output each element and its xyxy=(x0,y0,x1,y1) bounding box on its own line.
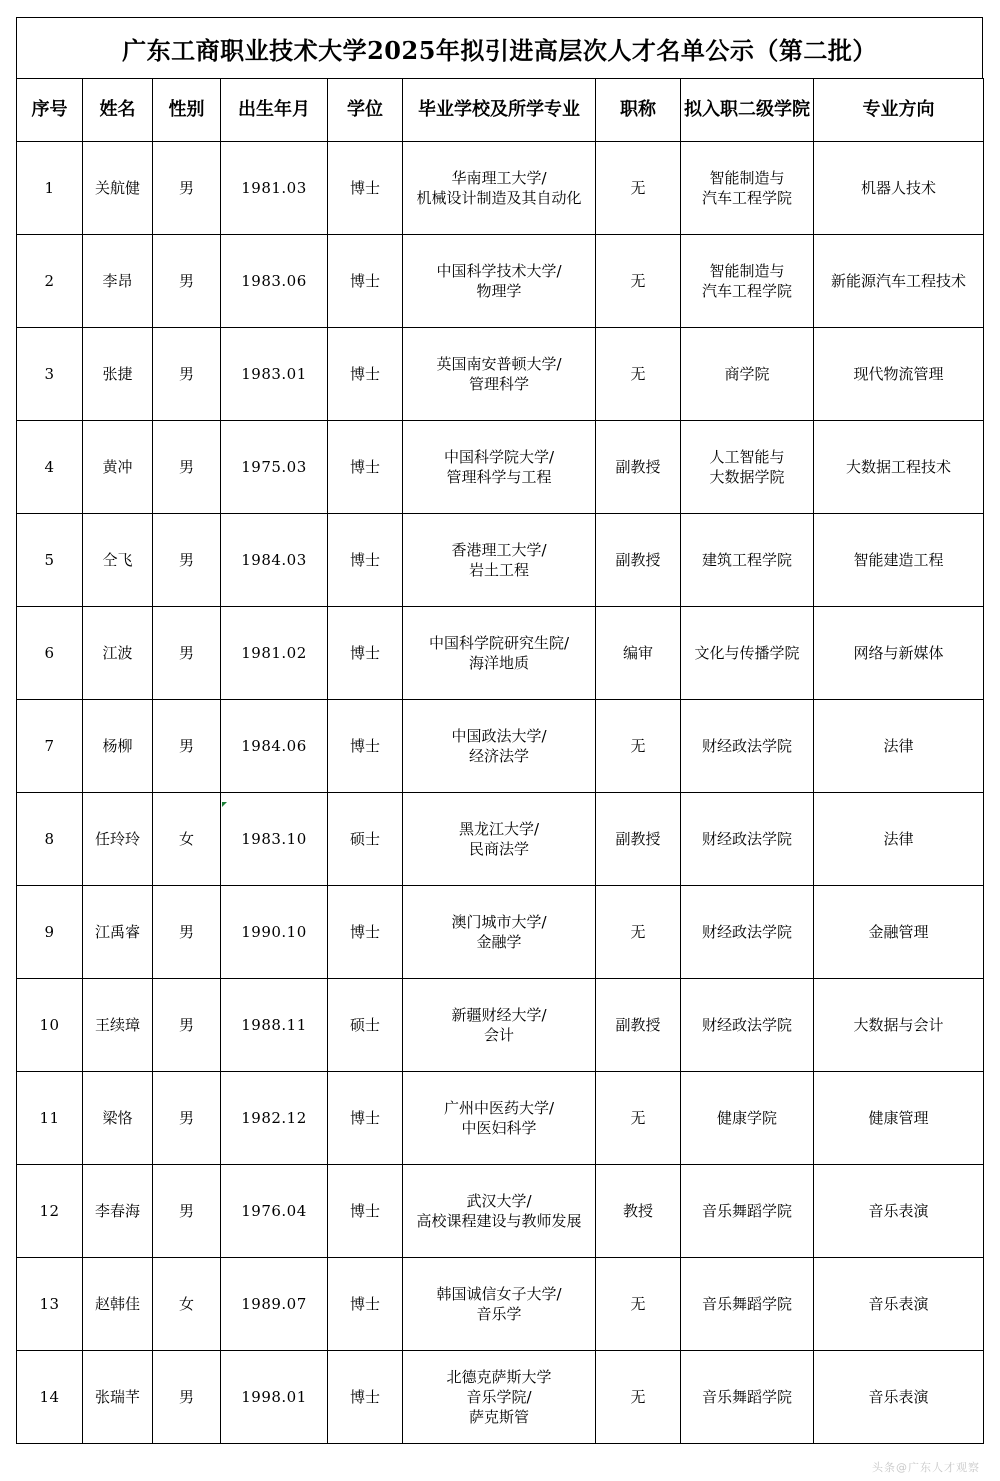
cell-direction: 健康管理 xyxy=(814,1072,984,1165)
table-row xyxy=(17,514,984,607)
cell-title: 无 xyxy=(596,1072,681,1165)
cell-school-line: 黑龙江大学/ xyxy=(458,820,540,838)
cell-birth: 1975.03 xyxy=(221,421,328,514)
cell-degree: 博士 xyxy=(328,142,403,235)
cell-name: 江波 xyxy=(83,607,153,700)
cell-school-line: 民商法学 xyxy=(468,840,529,858)
cell-title: 副教授 xyxy=(596,421,681,514)
cell-no: 9 xyxy=(17,886,83,979)
cell-school xyxy=(403,1072,596,1165)
cell-birth: 1981.02 xyxy=(221,607,328,700)
table-row xyxy=(17,793,984,886)
cell-name: 王续璋 xyxy=(83,979,153,1072)
cell-title: 副教授 xyxy=(596,793,681,886)
cell-comment-marker xyxy=(222,802,227,807)
cell-birth: 1998.01 xyxy=(221,1351,328,1444)
cell-no: 13 xyxy=(17,1258,83,1351)
header-title: 职称 xyxy=(596,79,681,142)
cell-gender: 男 xyxy=(153,607,221,700)
cell-title: 无 xyxy=(596,1351,681,1444)
cell-college-line: 大数据学院 xyxy=(709,468,785,486)
cell-college-line: 汽车工程学院 xyxy=(701,282,792,300)
cell-college-line: 财经政法学院 xyxy=(701,737,792,755)
cell-school-line: 韩国诚信女子大学/ xyxy=(436,1285,562,1303)
cell-gender: 男 xyxy=(153,235,221,328)
header-no: 序号 xyxy=(17,79,83,142)
cell-title: 副教授 xyxy=(596,979,681,1072)
cell-degree: 博士 xyxy=(328,1351,403,1444)
table-row xyxy=(17,328,984,421)
cell-college xyxy=(681,421,814,514)
cell-school-line: 音乐学 xyxy=(476,1305,522,1323)
table-row xyxy=(17,1351,984,1444)
talent-table xyxy=(16,78,984,1444)
cell-birth: 1989.07 xyxy=(221,1258,328,1351)
cell-no: 1 xyxy=(17,142,83,235)
cell-name: 关航健 xyxy=(83,142,153,235)
cell-degree: 博士 xyxy=(328,328,403,421)
cell-no: 5 xyxy=(17,514,83,607)
cell-gender: 男 xyxy=(153,421,221,514)
table-body xyxy=(17,142,984,1444)
cell-no: 11 xyxy=(17,1072,83,1165)
cell-college xyxy=(681,235,814,328)
cell-name: 任玲玲 xyxy=(83,793,153,886)
cell-name: 杨柳 xyxy=(83,700,153,793)
cell-title: 教授 xyxy=(596,1165,681,1258)
cell-degree: 硕士 xyxy=(328,793,403,886)
cell-direction: 大数据与会计 xyxy=(814,979,984,1072)
cell-school-line: 会计 xyxy=(483,1026,514,1044)
cell-title: 副教授 xyxy=(596,514,681,607)
cell-no: 7 xyxy=(17,700,83,793)
cell-birth: 1983.06 xyxy=(221,235,328,328)
cell-school-line: 机械设计制造及其自动化 xyxy=(416,189,582,207)
cell-birth: 1983.10 xyxy=(221,793,328,886)
cell-school xyxy=(403,979,596,1072)
cell-school xyxy=(403,235,596,328)
cell-direction: 现代物流管理 xyxy=(814,328,984,421)
cell-gender: 女 xyxy=(153,1258,221,1351)
cell-school-line: 中国科学院大学/ xyxy=(443,448,555,466)
cell-school-line: 物理学 xyxy=(476,282,522,300)
cell-gender: 男 xyxy=(153,886,221,979)
cell-title: 编审 xyxy=(596,607,681,700)
cell-direction: 法律 xyxy=(814,700,984,793)
cell-direction: 音乐表演 xyxy=(814,1351,984,1444)
cell-college-line: 文化与传播学院 xyxy=(694,644,800,662)
cell-college-line: 音乐舞蹈学院 xyxy=(701,1295,792,1313)
table-row xyxy=(17,235,984,328)
cell-direction: 音乐表演 xyxy=(814,1165,984,1258)
cell-no: 4 xyxy=(17,421,83,514)
cell-name: 李春海 xyxy=(83,1165,153,1258)
cell-degree: 硕士 xyxy=(328,979,403,1072)
cell-title: 无 xyxy=(596,1258,681,1351)
cell-school-line: 中国科学院研究生院/ xyxy=(428,634,570,652)
cell-college-line: 音乐舞蹈学院 xyxy=(701,1202,792,1220)
cell-college xyxy=(681,886,814,979)
cell-school-line: 广州中医药大学/ xyxy=(443,1099,555,1117)
cell-birth: 1988.11 xyxy=(221,979,328,1072)
cell-school-line: 管理科学 xyxy=(468,375,529,393)
cell-birth: 1982.12 xyxy=(221,1072,328,1165)
document-title: 广东工商职业技术大学2025年拟引进高层次人才名单公示（第二批） xyxy=(16,17,983,78)
cell-birth: 1981.03 xyxy=(221,142,328,235)
table-row xyxy=(17,421,984,514)
cell-college-line: 建筑工程学院 xyxy=(701,551,792,569)
cell-school-line: 岩土工程 xyxy=(468,561,529,579)
cell-college-line: 汽车工程学院 xyxy=(701,189,792,207)
cell-college-line: 音乐舞蹈学院 xyxy=(701,1388,792,1406)
cell-name: 江禹睿 xyxy=(83,886,153,979)
cell-gender: 男 xyxy=(153,700,221,793)
cell-degree: 博士 xyxy=(328,1258,403,1351)
cell-college xyxy=(681,328,814,421)
cell-college xyxy=(681,607,814,700)
cell-degree: 博士 xyxy=(328,235,403,328)
cell-school-line: 武汉大学/ xyxy=(466,1192,532,1210)
cell-school xyxy=(403,886,596,979)
cell-college-line: 人工智能与 xyxy=(709,448,785,466)
cell-school-line: 香港理工大学/ xyxy=(451,541,547,559)
cell-birth: 1984.06 xyxy=(221,700,328,793)
cell-name: 李昂 xyxy=(83,235,153,328)
cell-school-line: 中国政法大学/ xyxy=(451,727,547,745)
cell-degree: 博士 xyxy=(328,1165,403,1258)
cell-birth: 1984.03 xyxy=(221,514,328,607)
cell-title: 无 xyxy=(596,700,681,793)
cell-direction: 机器人技术 xyxy=(814,142,984,235)
cell-school-line: 澳门城市大学/ xyxy=(451,913,547,931)
cell-school-line: 经济法学 xyxy=(468,747,529,765)
cell-school-line: 音乐学院/ xyxy=(466,1388,532,1406)
cell-title: 无 xyxy=(596,235,681,328)
cell-gender: 女 xyxy=(153,793,221,886)
cell-birth: 1990.10 xyxy=(221,886,328,979)
cell-birth: 1976.04 xyxy=(221,1165,328,1258)
table-row xyxy=(17,607,984,700)
cell-college-line: 财经政法学院 xyxy=(701,830,792,848)
header-row xyxy=(17,79,984,142)
cell-direction: 法律 xyxy=(814,793,984,886)
cell-no: 3 xyxy=(17,328,83,421)
cell-direction: 新能源汽车工程技术 xyxy=(814,235,984,328)
cell-college xyxy=(681,793,814,886)
cell-college-line: 财经政法学院 xyxy=(701,1016,792,1034)
header-degree: 学位 xyxy=(328,79,403,142)
cell-school-line: 管理科学与工程 xyxy=(446,468,552,486)
cell-school xyxy=(403,514,596,607)
table-row xyxy=(17,979,984,1072)
cell-school-line: 高校课程建设与教师发展 xyxy=(416,1212,582,1230)
cell-title: 无 xyxy=(596,328,681,421)
document-sheet xyxy=(16,17,983,1444)
header-birth: 出生年月 xyxy=(221,79,328,142)
cell-direction: 音乐表演 xyxy=(814,1258,984,1351)
header-direction: 专业方向 xyxy=(814,79,984,142)
cell-school xyxy=(403,1165,596,1258)
cell-college-line: 财经政法学院 xyxy=(701,923,792,941)
cell-college-line: 健康学院 xyxy=(716,1109,777,1127)
cell-college xyxy=(681,1351,814,1444)
cell-no: 2 xyxy=(17,235,83,328)
table-row xyxy=(17,1258,984,1351)
cell-school-line: 金融学 xyxy=(476,933,522,951)
cell-no: 10 xyxy=(17,979,83,1072)
cell-name: 黄冲 xyxy=(83,421,153,514)
cell-college xyxy=(681,1072,814,1165)
cell-school-line: 中国科学技术大学/ xyxy=(436,262,562,280)
cell-gender: 男 xyxy=(153,328,221,421)
cell-college xyxy=(681,979,814,1072)
cell-name: 张捷 xyxy=(83,328,153,421)
cell-college-line: 智能制造与 xyxy=(709,169,785,187)
cell-degree: 博士 xyxy=(328,1072,403,1165)
cell-no: 8 xyxy=(17,793,83,886)
cell-direction: 金融管理 xyxy=(814,886,984,979)
cell-direction: 网络与新媒体 xyxy=(814,607,984,700)
cell-gender: 男 xyxy=(153,1072,221,1165)
table-row xyxy=(17,700,984,793)
cell-school-line: 英国南安普顿大学/ xyxy=(436,355,562,373)
cell-college xyxy=(681,1165,814,1258)
table-row xyxy=(17,1165,984,1258)
header-name: 姓名 xyxy=(83,79,153,142)
cell-college-line: 智能制造与 xyxy=(709,262,785,280)
cell-school xyxy=(403,1351,596,1444)
cell-gender: 男 xyxy=(153,979,221,1072)
cell-school xyxy=(403,421,596,514)
cell-school xyxy=(403,328,596,421)
table-row xyxy=(17,142,984,235)
cell-degree: 博士 xyxy=(328,700,403,793)
cell-college xyxy=(681,142,814,235)
cell-school xyxy=(403,142,596,235)
cell-gender: 男 xyxy=(153,1165,221,1258)
cell-college xyxy=(681,1258,814,1351)
cell-no: 12 xyxy=(17,1165,83,1258)
table-row xyxy=(17,1072,984,1165)
cell-gender: 男 xyxy=(153,1351,221,1444)
cell-gender: 男 xyxy=(153,514,221,607)
cell-birth: 1983.01 xyxy=(221,328,328,421)
cell-gender: 男 xyxy=(153,142,221,235)
cell-title: 无 xyxy=(596,142,681,235)
header-college: 拟入职二级学院 xyxy=(681,79,814,142)
cell-school xyxy=(403,1258,596,1351)
cell-name: 张瑞芊 xyxy=(83,1351,153,1444)
table-row xyxy=(17,886,984,979)
cell-no: 14 xyxy=(17,1351,83,1444)
cell-college xyxy=(681,514,814,607)
cell-school xyxy=(403,607,596,700)
cell-degree: 博士 xyxy=(328,886,403,979)
cell-title: 无 xyxy=(596,886,681,979)
cell-school-line: 中医妇科学 xyxy=(461,1119,537,1137)
cell-college xyxy=(681,700,814,793)
header-gender: 性别 xyxy=(153,79,221,142)
cell-degree: 博士 xyxy=(328,607,403,700)
header-school: 毕业学校及所学专业 xyxy=(403,79,596,142)
cell-degree: 博士 xyxy=(328,421,403,514)
cell-name: 梁恪 xyxy=(83,1072,153,1165)
cell-school-line: 北德克萨斯大学 xyxy=(446,1368,552,1386)
cell-direction: 智能建造工程 xyxy=(814,514,984,607)
cell-school-line: 华南理工大学/ xyxy=(451,169,547,187)
cell-name: 赵韩佳 xyxy=(83,1258,153,1351)
cell-school-line: 海洋地质 xyxy=(468,654,529,672)
cell-direction: 大数据工程技术 xyxy=(814,421,984,514)
cell-school-line: 萨克斯管 xyxy=(468,1408,529,1426)
cell-no: 6 xyxy=(17,607,83,700)
cell-degree: 博士 xyxy=(328,514,403,607)
cell-school xyxy=(403,793,596,886)
cell-college-line: 商学院 xyxy=(724,365,770,383)
cell-name: 仝飞 xyxy=(83,514,153,607)
cell-school xyxy=(403,700,596,793)
cell-school-line: 新疆财经大学/ xyxy=(451,1006,547,1024)
watermark: 头条@广东人才观察 xyxy=(872,1461,980,1474)
